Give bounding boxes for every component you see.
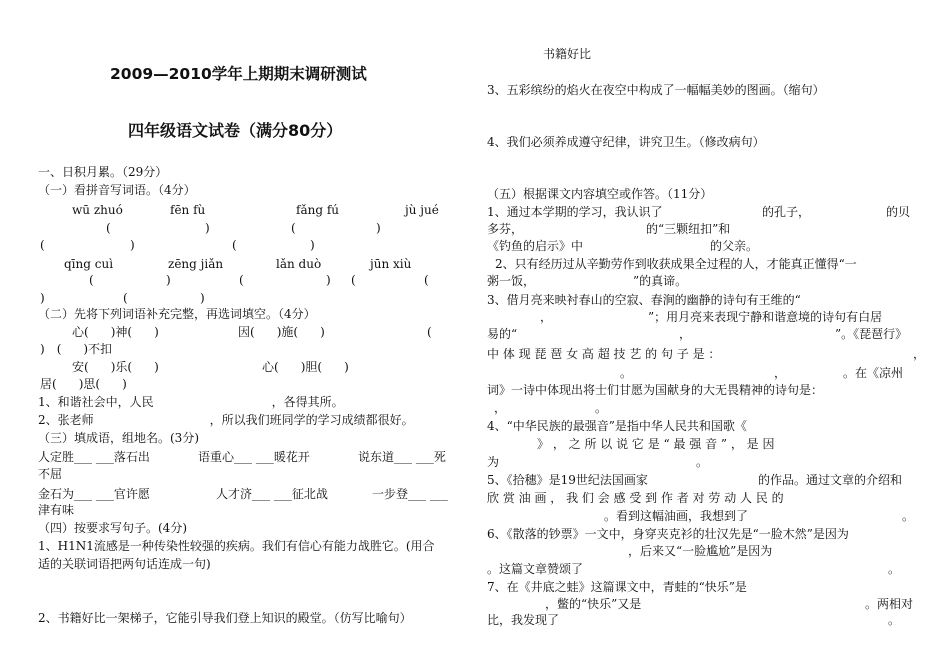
fill-sentence-2: 2、张老师 ，所以我们班同学的学习成绩都很好。: [38, 413, 414, 427]
fill-r3c: ”；用月亮来表现宁静和谐意境的诗句有白居: [648, 310, 883, 324]
exam-title: 2009—2010学年上期期末调研测试: [110, 65, 367, 83]
answer-paren: ): [166, 273, 171, 287]
answer-paren: ): [376, 221, 381, 235]
fill-r5: 5、《拾穗》是19世纪法国画家: [487, 473, 648, 487]
page-header-text: 书籍好比: [543, 47, 592, 61]
sentence-task-1: 1、H1N1流感是一种传染性较强的疾病。我们有信心有能力战胜它。(用合: [38, 539, 435, 553]
fill-r1d: 多芬，: [487, 222, 524, 236]
fill-r3l: 词》一诗中体现出将士们甘愿为国献身的大无畏精神的诗句是：: [487, 383, 824, 397]
fill-r4: 4、“中华民族的最强音”是指中华人民共和国歌《: [487, 419, 747, 433]
word-fill: 心( )胆( ): [262, 360, 349, 374]
idiom-row: 说东道___ ___死: [358, 450, 446, 464]
fill-r3j: ，: [774, 366, 787, 380]
sentence-task-4: 4、我们必须养成遵守纪律，讲究卫生。（修改病句）: [487, 135, 765, 149]
fill-r4d: 。: [696, 455, 709, 469]
fill-r3d: 易的“: [487, 327, 518, 341]
word-fill: 安( )乐( ): [72, 360, 159, 374]
idiom-row: 金石为___ ___官许愿: [38, 487, 150, 501]
fill-r1f: 《钓鱼的启示》中: [487, 239, 584, 253]
word-fill: (: [427, 325, 432, 339]
pinyin-3: fǎng fú: [296, 203, 339, 217]
pinyin-7: lǎn duò: [276, 257, 322, 271]
word-fill: 居( )思( ): [40, 377, 127, 391]
pinyin-5: qīng cuì: [64, 257, 114, 271]
fill-r1g: 的父亲。: [710, 239, 759, 253]
fill-r3f: ”。《琵琶行》: [835, 327, 908, 341]
fill-r2b: 粥一饭， ”的真谛。: [487, 274, 688, 288]
answer-paren: (: [106, 221, 111, 235]
answer-paren: (: [123, 291, 128, 305]
fill-r3e: ，: [679, 327, 692, 341]
pinyin-1: wū zhuó: [72, 203, 123, 217]
fill-r5c: 欣 赏 油 画 ， 我 们 会 感 受 到 作 者 对 劳 动 人 民 的: [487, 491, 784, 505]
answer-paren: (: [40, 238, 45, 252]
fill-r1: 1、通过本学期的学习，我认识了: [487, 205, 663, 219]
fill-r3m: ，: [494, 401, 507, 415]
answer-paren: ): [326, 273, 331, 287]
answer-paren: ): [310, 238, 315, 252]
answer-paren: (: [232, 238, 237, 252]
answer-paren: (: [351, 273, 356, 287]
fill-r6c: 。这篇文章赞颂了: [487, 562, 584, 576]
idiom-row: 语重心___ ___暖花开: [198, 450, 310, 464]
fill-r1b: 的孔子，: [762, 205, 811, 219]
section-1-1-heading: （一）看拼音写词语。（4分）: [38, 183, 196, 197]
fill-r7: 7、在《井底之蛙》这篇课文中，青蛙的“快乐”是: [487, 580, 747, 594]
fill-r7c: 。两相对: [865, 597, 914, 611]
fill-r3b: ，: [540, 310, 553, 324]
answer-paren: ): [130, 238, 135, 252]
pinyin-4: jù jué: [405, 203, 439, 217]
fill-r1e: 的“三颗纽扣”和: [646, 222, 731, 236]
section-1-2-heading: （二）先将下列词语补充完整，再选词填空。（4分）: [38, 307, 316, 321]
pinyin-2: fēn fù: [170, 203, 206, 217]
fill-r7e: 。: [888, 613, 901, 627]
answer-paren: (: [239, 273, 244, 287]
answer-paren: (: [291, 221, 296, 235]
fill-r6: 6、《散落的钞票》一文中，身穿夹克衫的壮汉先是“一脸木然”是因为: [487, 527, 849, 541]
section-1-3-heading: （三）填成语，组地名。(3分): [38, 431, 199, 445]
answer-paren: ): [200, 291, 205, 305]
section-1-4-heading: （四）按要求写句子。(4分): [38, 521, 187, 535]
fill-r6b: ，后来又“一脸尴尬”是因为: [628, 544, 773, 558]
sentence-task-2: 2、书籍好比一架梯子，它能引导我们登上知识的殿堂。（仿写比喻句）: [38, 611, 412, 625]
fill-r6d: 。: [888, 562, 901, 576]
word-fill: 心( )神( ): [72, 325, 159, 339]
sentence-task-3: 3、五彩缤纷的焰火在夜空中构成了一幅幅美妙的图画。（缩句）: [487, 83, 825, 97]
word-fill: ) ( )不扣: [40, 342, 113, 356]
answer-paren: ): [40, 291, 45, 305]
fill-r2: 2、只有经历过从辛勤劳作到收获成果全过程的人，才能真正懂得“一: [495, 257, 857, 271]
pinyin-8: jūn xiù: [370, 257, 412, 271]
section-1-heading: 一、日积月累。（29分）: [38, 165, 168, 179]
idiom-row: 人定胜___ ___落石出: [38, 450, 150, 464]
fill-r5b: 的作品。通过文章的介绍和: [758, 473, 903, 487]
fill-r5d: 。看到这幅油画，我想到了: [604, 509, 749, 523]
answer-paren: (: [89, 273, 94, 287]
fill-r3n: 。: [595, 401, 608, 415]
fill-r3h: ，: [913, 347, 926, 361]
idiom-row: 一步登___ ___: [372, 487, 448, 501]
idiom-cont: 津有味: [38, 503, 75, 517]
sentence-task-1-cont: 适的关联词语把两句话连成一句): [38, 557, 211, 571]
answer-paren: (: [424, 273, 429, 287]
fill-r3g: 中 体 现 琵 琶 女 高 超 技 艺 的 句 子 是 ：: [487, 347, 721, 361]
fill-sentence-1: 1、和谐社会中，人民 ，各得其所。: [38, 395, 344, 409]
exam-subtitle: 四年级语文试卷（满分80分）: [128, 121, 343, 140]
answer-paren: ): [205, 221, 210, 235]
fill-r3: 3、借月亮来映衬春山的空寂、春涧的幽静的诗句有王维的“: [487, 293, 801, 307]
idiom-row: 人才济___ ___征北战: [216, 487, 328, 501]
word-fill: 因( )施( ): [238, 325, 325, 339]
fill-r5e: 。: [902, 509, 915, 523]
fill-r4c: 为: [487, 455, 500, 469]
idiom-cont: 不屈: [38, 467, 63, 481]
fill-r3i: 。: [620, 366, 633, 380]
fill-r3k: 。在《凉州: [843, 366, 904, 380]
fill-r7d: 比，我发现了: [487, 613, 560, 627]
fill-r1c: 的贝: [886, 205, 911, 219]
fill-r7b: ，鳖的“快乐”又是: [545, 597, 642, 611]
section-5-heading: （五）根据课文内容填空或作答。（11分）: [487, 187, 713, 201]
fill-r4b: 》 ， 之 所 以 说 它 是 “ 最 强 音 ” ， 是 因: [537, 437, 775, 451]
pinyin-6: zēng jiǎn: [168, 257, 224, 271]
